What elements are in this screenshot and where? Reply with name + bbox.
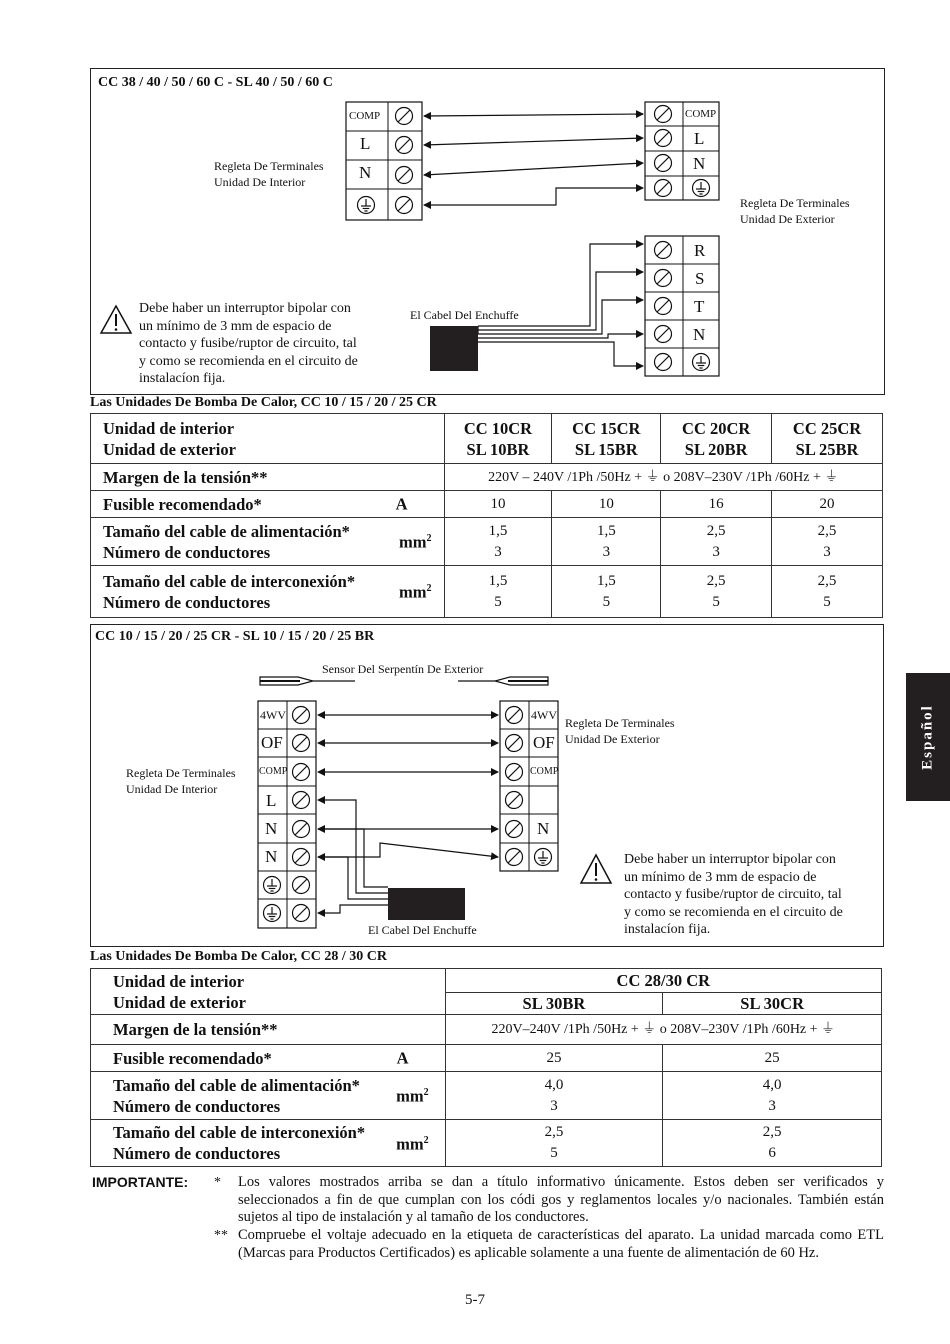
d2-outdoor-term-4wv: 4WV [531, 708, 557, 722]
d1-power-term-r: R [694, 241, 706, 260]
language-tab: Español [906, 673, 950, 801]
note-1-text: Los valores mostrados arriba se dan a título informativo únicamente. Estos deben ser verificados y seleccionados a fin de que cumplan con los códi gos y reglamentos locales y/o nacionales. También están sujetos al tipo de instalación y al tamaño de los conductores. [238, 1174, 884, 1225]
d1-plug-label: El Cabel Del Enchuffe [410, 308, 519, 322]
d2-indoor-term-of: OF [261, 733, 283, 752]
d2-indoor-term-4wv: 4WV [260, 708, 286, 722]
table-row: Tamaño del cable de interconexión* Número de conductores $mm^2$ 1,5 5 1,5 5 2,5 5 2,5 5 [91, 566, 883, 618]
diagram-1-title: CC 38 / 40 / 50 / 60 C - SL 40 / 50 / 60 C [98, 75, 333, 90]
d2-plug-label: El Cabel Del Enchuffe [368, 923, 477, 937]
d2-outdoor-label: Regleta De Terminales Unidad De Exterior [565, 716, 675, 746]
d1-outdoor-label: Regleta De Terminales Unidad De Exterior [740, 196, 850, 226]
table-row: Tamaño del cable de alimentación* Número de conductores $mm^2$ 4,0 3 4,0 3 [91, 1072, 882, 1120]
unit-mm2: $mm^2$ [399, 582, 432, 602]
power-terminal-block [645, 236, 719, 376]
d1-outdoor-term-l: L [694, 129, 705, 148]
table-2-caption: Las Unidades De Bomba De Calor, CC 28 / 30 CR [90, 949, 388, 964]
d2-outdoor-term-n: N [537, 819, 550, 838]
d2-warning-text: Debe haber un interruptor bipolar con un mínimo de 3 mm de espacio de contacto y fusibe/ruptor de circuito, tal y como se recomienda en el circuito de instalacíon fija. [624, 852, 843, 937]
d1-outdoor-term-n: N [693, 154, 706, 173]
table-row: Unidad de interior Unidad de exterior CC 28/30 CR [91, 969, 882, 993]
note-2-text: Compruebe el voltaje adecuado en la etiqueta de características del aparato. La unidad marcada como ETL (Marcas para Productos Certificados) es aplicable solamente a una fuente de alimentación de 60 Hz. [238, 1227, 884, 1261]
note-1-mark: * [214, 1175, 221, 1190]
table-2 [90, 968, 882, 1167]
d1-warning-text: Debe haber un interruptor bipolar con un mínimo de 3 mm de espacio de contacto y fusibe/ruptor de circuito, tal y como se recomienda en el circuito de instalacíon fija. [139, 301, 358, 386]
d2-indoor-label: Regleta De Terminales Unidad De Interior [126, 766, 236, 796]
table-row: Margen de la tensión** 220V–240V /1Ph /50Hz + ⏚ o 208V–230V /1Ph /60Hz + ⏚ [91, 1015, 882, 1045]
plug-icon [430, 326, 478, 371]
table-row: Fusible recomendado* A 25 25 [91, 1045, 882, 1072]
d1-outdoor-term-comp: COMP [685, 108, 717, 120]
table-1-caption: Las Unidades De Bomba De Calor, CC 10 / 15 / 20 / 25 CR [90, 395, 437, 410]
unit-mm2: $mm^2$ [396, 1086, 429, 1106]
table-1 [90, 413, 883, 618]
table-row: Tamaño del cable de interconexión* Número de conductores $mm^2$ 2,5 5 2,5 6 [91, 1120, 882, 1167]
d2-outdoor-term-comp: COMP [530, 766, 559, 777]
table-row: Margen de la tensión** 220V – 240V /1Ph /50Hz + ⏚ o 208V–230V /1Ph /60Hz + ⏚ [91, 464, 883, 491]
table-row: Tamaño del cable de alimentación* Número de conductores $mm^2$ 1,5 3 1,5 3 2,5 3 2,5 3 [91, 518, 883, 566]
page-number: 5-7 [465, 1292, 485, 1308]
unit-amps: A [396, 1048, 409, 1068]
d1-indoor-term-l: L [360, 134, 371, 153]
warning-icon [101, 306, 131, 333]
outdoor-terminal-block [500, 701, 558, 871]
unit-mm2: $mm^2$ [396, 1134, 429, 1154]
warning-icon [581, 855, 611, 883]
d1-indoor-term-n: N [359, 163, 372, 182]
sensor-probe [260, 677, 548, 685]
table-row: Unidad de interior Unidad de exterior CC 10CR SL 10BR CC 15CR SL 15BR CC 20CR SL 20BR CC 25CR SL 25BR [91, 414, 883, 464]
table-row: Fusible recomendado* A 10 10 16 20 [91, 491, 883, 518]
unit-amps: A [395, 494, 408, 514]
plug-icon [388, 888, 465, 920]
table-row: SL 30BR SL 30CR [91, 993, 882, 1015]
d2-indoor-term-comp: COMP [259, 766, 288, 777]
d1-power-term-n: N [693, 325, 706, 344]
important-label: IMPORTANTE: [92, 1174, 189, 1190]
d2-indoor-term-n1: N [265, 819, 278, 838]
d2-outdoor-term-of: OF [533, 733, 555, 752]
d1-power-term-s: S [695, 269, 705, 288]
d1-power-term-t: T [694, 297, 705, 316]
d2-indoor-term-l: L [266, 791, 277, 810]
d2-sensor-label: Sensor Del Serpentín De Exterior [322, 662, 484, 676]
d1-indoor-label: Regleta De Terminales Unidad De Interior [214, 159, 324, 189]
note-2-mark: ** [214, 1228, 228, 1243]
d1-indoor-term-comp: COMP [349, 110, 381, 122]
diagram-2-title: CC 10 / 15 / 20 / 25 CR - SL 10 / 15 / 20 / 25 BR [95, 629, 375, 644]
d2-indoor-term-n2: N [265, 847, 278, 866]
unit-mm2: $mm^2$ [399, 532, 432, 552]
